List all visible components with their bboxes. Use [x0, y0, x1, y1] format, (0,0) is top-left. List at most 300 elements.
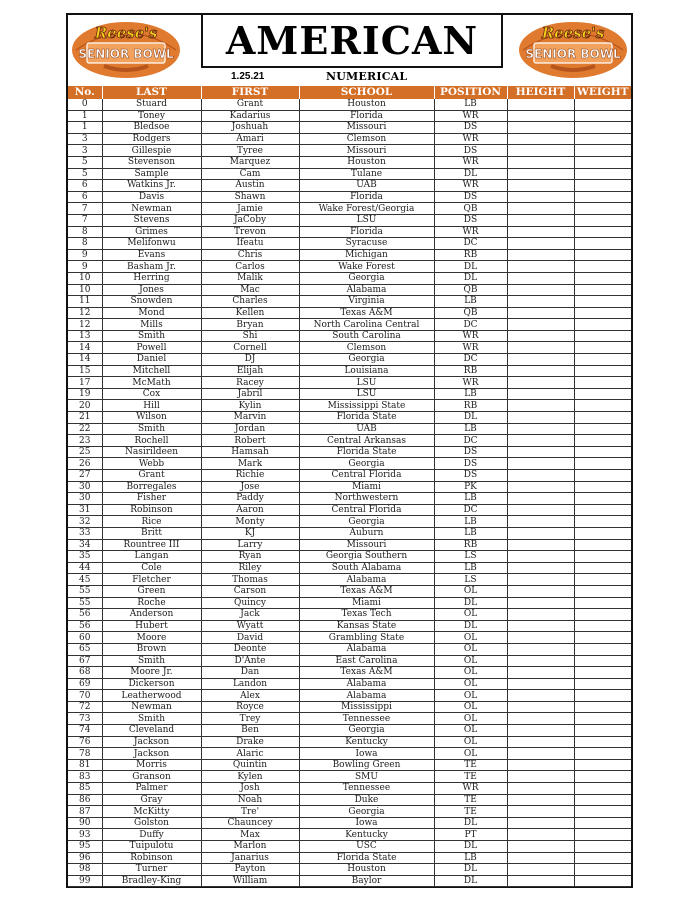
roster-table-body [68, 99, 631, 887]
cell-last-name: Hubert [102, 620, 201, 632]
cell-first-name: Marquez [201, 156, 299, 168]
cell-first-name: Cornell [201, 342, 299, 354]
cell-first-name: Mark [201, 458, 299, 470]
cell-last-name: Cole [102, 562, 201, 574]
cell-position: OL [434, 585, 507, 597]
cell-position: DS [434, 214, 507, 226]
cell-height [507, 388, 574, 400]
table-row [68, 284, 631, 296]
cell-school: Louisiana [299, 365, 434, 377]
cell-height [507, 249, 574, 261]
cell-number: 7 [68, 214, 102, 226]
cell-position: DL [434, 272, 507, 284]
cell-height [507, 736, 574, 748]
cell-position: OL [434, 678, 507, 690]
cell-last-name: Sample [102, 168, 201, 180]
cell-height [507, 423, 574, 435]
column-header-weight: WEIGHT [574, 86, 631, 99]
cell-school: Alabama [299, 678, 434, 690]
cell-position: OL [434, 609, 507, 621]
table-row [68, 551, 631, 563]
cell-number: 9 [68, 261, 102, 273]
cell-first-name: Kylin [201, 400, 299, 412]
table-row [68, 377, 631, 389]
cell-number: 9 [68, 249, 102, 261]
cell-number: 19 [68, 388, 102, 400]
cell-height [507, 203, 574, 215]
cell-position: WR [434, 226, 507, 238]
cell-weight [574, 875, 631, 887]
cell-position: WR [434, 330, 507, 342]
cell-weight [574, 423, 631, 435]
cell-last-name: Dickerson [102, 678, 201, 690]
cell-height [507, 272, 574, 284]
table-row [68, 365, 631, 377]
cell-first-name: Jose [201, 481, 299, 493]
table-row [68, 817, 631, 829]
table-row [68, 690, 631, 702]
cell-weight [574, 713, 631, 725]
cell-school: Houston [299, 156, 434, 168]
cell-position: LB [434, 516, 507, 528]
cell-height [507, 829, 574, 841]
cell-first-name: Chauncey [201, 817, 299, 829]
cell-height [507, 99, 574, 110]
cell-height [507, 412, 574, 424]
cell-weight [574, 748, 631, 760]
table-row [68, 330, 631, 342]
cell-number: 98 [68, 864, 102, 876]
table-row [68, 296, 631, 308]
cell-first-name: Joshuah [201, 122, 299, 134]
cell-height [507, 226, 574, 238]
cell-school: Texas A&M [299, 667, 434, 679]
cell-height [507, 168, 574, 180]
cell-height [507, 296, 574, 308]
cell-height [507, 771, 574, 783]
cell-height [507, 435, 574, 447]
cell-first-name: Elijah [201, 365, 299, 377]
cell-position: WR [434, 783, 507, 795]
table-row [68, 354, 631, 366]
cell-school: Georgia [299, 272, 434, 284]
table-row [68, 238, 631, 250]
cell-last-name: Britt [102, 527, 201, 539]
cell-school: UAB [299, 423, 434, 435]
cell-position: DS [434, 122, 507, 134]
cell-height [507, 690, 574, 702]
cell-weight [574, 852, 631, 864]
cell-number: 73 [68, 713, 102, 725]
cell-weight [574, 238, 631, 250]
cell-first-name: Kadarius [201, 110, 299, 122]
cell-weight [574, 690, 631, 702]
cell-number: 20 [68, 400, 102, 412]
cell-height [507, 655, 574, 667]
cell-weight [574, 342, 631, 354]
cell-first-name: Riley [201, 562, 299, 574]
cell-number: 93 [68, 829, 102, 841]
cell-position: QB [434, 284, 507, 296]
cell-weight [574, 307, 631, 319]
cell-position: DL [434, 875, 507, 887]
cell-number: 96 [68, 852, 102, 864]
cell-weight [574, 643, 631, 655]
cell-first-name: Mac [201, 284, 299, 296]
cell-last-name: Smith [102, 655, 201, 667]
column-header-last: LAST [102, 86, 201, 99]
cell-last-name: Webb [102, 458, 201, 470]
cell-height [507, 725, 574, 737]
cell-height [507, 527, 574, 539]
cell-last-name: Golston [102, 817, 201, 829]
cell-number: 70 [68, 690, 102, 702]
cell-first-name: Ben [201, 725, 299, 737]
cell-height [507, 377, 574, 389]
cell-position: RB [434, 539, 507, 551]
cell-number: 12 [68, 307, 102, 319]
cell-height [507, 852, 574, 864]
table-row [68, 226, 631, 238]
cell-first-name: KJ [201, 527, 299, 539]
cell-position: RB [434, 400, 507, 412]
cell-number: 56 [68, 620, 102, 632]
cell-position: LB [434, 852, 507, 864]
cell-weight [574, 632, 631, 644]
cell-weight [574, 365, 631, 377]
cell-school: Bowling Green [299, 759, 434, 771]
column-header-height: HEIGHT [507, 86, 574, 99]
cell-school: South Carolina [299, 330, 434, 342]
cell-first-name: Jamie [201, 203, 299, 215]
cell-last-name: Bradley-King [102, 875, 201, 887]
cell-height [507, 342, 574, 354]
cell-position: WR [434, 110, 507, 122]
cell-first-name: Alex [201, 690, 299, 702]
cell-weight [574, 539, 631, 551]
table-row [68, 713, 631, 725]
table-row [68, 504, 631, 516]
table-row [68, 725, 631, 737]
cell-number: 5 [68, 156, 102, 168]
cell-number: 10 [68, 284, 102, 296]
cell-school: Georgia [299, 725, 434, 737]
cell-last-name: Jackson [102, 736, 201, 748]
cell-first-name: Carlos [201, 261, 299, 273]
cell-number: 31 [68, 504, 102, 516]
cell-position: TE [434, 806, 507, 818]
logo-title-text: SENIOR BOWL [78, 47, 174, 61]
table-row [68, 145, 631, 157]
cell-last-name: Rodgers [102, 133, 201, 145]
cell-position: LS [434, 551, 507, 563]
cell-number: 87 [68, 806, 102, 818]
cell-first-name: Dan [201, 667, 299, 679]
cell-number: 13 [68, 330, 102, 342]
cell-weight [574, 400, 631, 412]
cell-height [507, 864, 574, 876]
cell-height [507, 400, 574, 412]
cell-school: Georgia [299, 458, 434, 470]
cell-last-name: Leatherwood [102, 690, 201, 702]
cell-number: 15 [68, 365, 102, 377]
cell-weight [574, 864, 631, 876]
cell-height [507, 133, 574, 145]
cell-weight [574, 122, 631, 134]
logo-brand-text: Reese's [94, 24, 158, 42]
cell-position: WR [434, 342, 507, 354]
cell-first-name: Alaric [201, 748, 299, 760]
cell-number: 56 [68, 609, 102, 621]
cell-first-name: Paddy [201, 493, 299, 505]
table-row [68, 493, 631, 505]
cell-last-name: Toney [102, 110, 201, 122]
cell-weight [574, 272, 631, 284]
cell-weight [574, 736, 631, 748]
cell-last-name: Fletcher [102, 574, 201, 586]
cell-weight [574, 620, 631, 632]
cell-weight [574, 458, 631, 470]
cell-first-name: Bryan [201, 319, 299, 331]
cell-number: 67 [68, 655, 102, 667]
cell-first-name: Quintin [201, 759, 299, 771]
logo-brand-text: Reese's [541, 24, 605, 42]
cell-school: LSU [299, 388, 434, 400]
cell-last-name: Mills [102, 319, 201, 331]
cell-position: OL [434, 748, 507, 760]
cell-school: Texas Tech [299, 609, 434, 621]
cell-position: OL [434, 713, 507, 725]
cell-weight [574, 585, 631, 597]
table-row [68, 748, 631, 760]
cell-first-name: Ifeatu [201, 238, 299, 250]
cell-weight [574, 249, 631, 261]
cell-position: DL [434, 597, 507, 609]
cell-position: DC [434, 435, 507, 447]
table-row [68, 643, 631, 655]
cell-number: 32 [68, 516, 102, 528]
cell-position: LB [434, 99, 507, 110]
cell-school: Duke [299, 794, 434, 806]
table-row [68, 191, 631, 203]
senior-bowl-logo-left [70, 18, 182, 80]
cell-last-name: Daniel [102, 354, 201, 366]
title-box [201, 13, 503, 68]
cell-weight [574, 377, 631, 389]
cell-weight [574, 226, 631, 238]
cell-position: RB [434, 249, 507, 261]
table-row [68, 667, 631, 679]
table-row [68, 574, 631, 586]
cell-number: 30 [68, 481, 102, 493]
cell-first-name: Jordan [201, 423, 299, 435]
cell-school: Florida State [299, 852, 434, 864]
cell-school: Texas A&M [299, 585, 434, 597]
cell-height [507, 470, 574, 482]
cell-number: 0 [68, 99, 102, 110]
cell-position: PT [434, 829, 507, 841]
cell-height [507, 214, 574, 226]
cell-first-name: Max [201, 829, 299, 841]
table-row [68, 203, 631, 215]
cell-position: WR [434, 156, 507, 168]
cell-position: TE [434, 771, 507, 783]
cell-last-name: Gillespie [102, 145, 201, 157]
cell-weight [574, 481, 631, 493]
cell-weight [574, 156, 631, 168]
cell-height [507, 330, 574, 342]
cell-weight [574, 597, 631, 609]
cell-position: OL [434, 655, 507, 667]
cell-school: UAB [299, 180, 434, 192]
cell-number: 22 [68, 423, 102, 435]
cell-position: LB [434, 562, 507, 574]
cell-weight [574, 806, 631, 818]
cell-weight [574, 794, 631, 806]
cell-school: Kansas State [299, 620, 434, 632]
table-row [68, 701, 631, 713]
cell-position: QB [434, 307, 507, 319]
cell-position: DS [434, 145, 507, 157]
cell-number: 65 [68, 643, 102, 655]
cell-position: OL [434, 701, 507, 713]
cell-school: Georgia Southern [299, 551, 434, 563]
page-title: AMERICAN [225, 18, 479, 63]
cell-position: TE [434, 794, 507, 806]
cell-position: WR [434, 180, 507, 192]
cell-number: 85 [68, 783, 102, 795]
cell-weight [574, 110, 631, 122]
cell-last-name: Bledsoe [102, 122, 201, 134]
table-row [68, 342, 631, 354]
cell-first-name: Larry [201, 539, 299, 551]
cell-weight [574, 354, 631, 366]
cell-height [507, 354, 574, 366]
roster-table [68, 86, 631, 887]
cell-number: 23 [68, 435, 102, 447]
cell-weight [574, 214, 631, 226]
cell-height [507, 597, 574, 609]
cell-height [507, 574, 574, 586]
cell-position: DS [434, 446, 507, 458]
cell-weight [574, 667, 631, 679]
cell-position: LB [434, 388, 507, 400]
cell-school: Georgia [299, 806, 434, 818]
table-row [68, 272, 631, 284]
cell-number: 81 [68, 759, 102, 771]
cell-position: DC [434, 354, 507, 366]
cell-position: LB [434, 423, 507, 435]
cell-school: Florida [299, 191, 434, 203]
cell-weight [574, 99, 631, 110]
cell-number: 7 [68, 203, 102, 215]
cell-number: 90 [68, 817, 102, 829]
cell-first-name: Chris [201, 249, 299, 261]
cell-first-name: Amari [201, 133, 299, 145]
cell-weight [574, 759, 631, 771]
table-row [68, 110, 631, 122]
cell-height [507, 794, 574, 806]
cell-height [507, 493, 574, 505]
cell-height [507, 481, 574, 493]
cell-school: Clemson [299, 342, 434, 354]
cell-position: LS [434, 574, 507, 586]
cell-school: Iowa [299, 817, 434, 829]
cell-position: DL [434, 817, 507, 829]
cell-school: Northwestern [299, 493, 434, 505]
cell-last-name: Jackson [102, 748, 201, 760]
cell-school: Kentucky [299, 829, 434, 841]
cell-weight [574, 817, 631, 829]
cell-school: Central Florida [299, 470, 434, 482]
cell-last-name: Cox [102, 388, 201, 400]
cell-school: Missouri [299, 145, 434, 157]
cell-last-name: Stevens [102, 214, 201, 226]
cell-height [507, 585, 574, 597]
cell-last-name: Watkins Jr. [102, 180, 201, 192]
table-row [68, 435, 631, 447]
column-header-first: FIRST [201, 86, 299, 99]
cell-position: DL [434, 620, 507, 632]
cell-position: WR [434, 133, 507, 145]
cell-school: Baylor [299, 875, 434, 887]
table-row [68, 864, 631, 876]
cell-number: 44 [68, 562, 102, 574]
cell-school: East Carolina [299, 655, 434, 667]
cell-height [507, 446, 574, 458]
cell-number: 3 [68, 133, 102, 145]
cell-last-name: Robinson [102, 504, 201, 516]
column-header-school: SCHOOL [299, 86, 434, 99]
cell-school: Central Florida [299, 504, 434, 516]
table-row [68, 783, 631, 795]
cell-first-name: Janarius [201, 852, 299, 864]
cell-number: 60 [68, 632, 102, 644]
cell-number: 17 [68, 377, 102, 389]
cell-school: Grambling State [299, 632, 434, 644]
cell-height [507, 783, 574, 795]
cell-weight [574, 388, 631, 400]
cell-position: DL [434, 168, 507, 180]
cell-position: TE [434, 759, 507, 771]
cell-school: Auburn [299, 527, 434, 539]
cell-school: North Carolina Central [299, 319, 434, 331]
cell-number: 83 [68, 771, 102, 783]
cell-school: Kentucky [299, 736, 434, 748]
cell-number: 8 [68, 238, 102, 250]
cell-first-name: Thomas [201, 574, 299, 586]
cell-first-name: Malik [201, 272, 299, 284]
cell-first-name: Trevon [201, 226, 299, 238]
table-row [68, 470, 631, 482]
cell-number: 27 [68, 470, 102, 482]
cell-first-name: Richie [201, 470, 299, 482]
column-header-position: POSITION [434, 86, 507, 99]
cell-first-name: Shawn [201, 191, 299, 203]
cell-height [507, 261, 574, 273]
cell-last-name: Jones [102, 284, 201, 296]
table-row [68, 632, 631, 644]
cell-school: Tennessee [299, 783, 434, 795]
cell-height [507, 759, 574, 771]
cell-last-name: Rochell [102, 435, 201, 447]
sheet-header [68, 15, 631, 86]
table-row [68, 481, 631, 493]
cell-weight [574, 319, 631, 331]
cell-last-name: Grant [102, 470, 201, 482]
cell-school: Central Arkansas [299, 435, 434, 447]
cell-weight [574, 145, 631, 157]
